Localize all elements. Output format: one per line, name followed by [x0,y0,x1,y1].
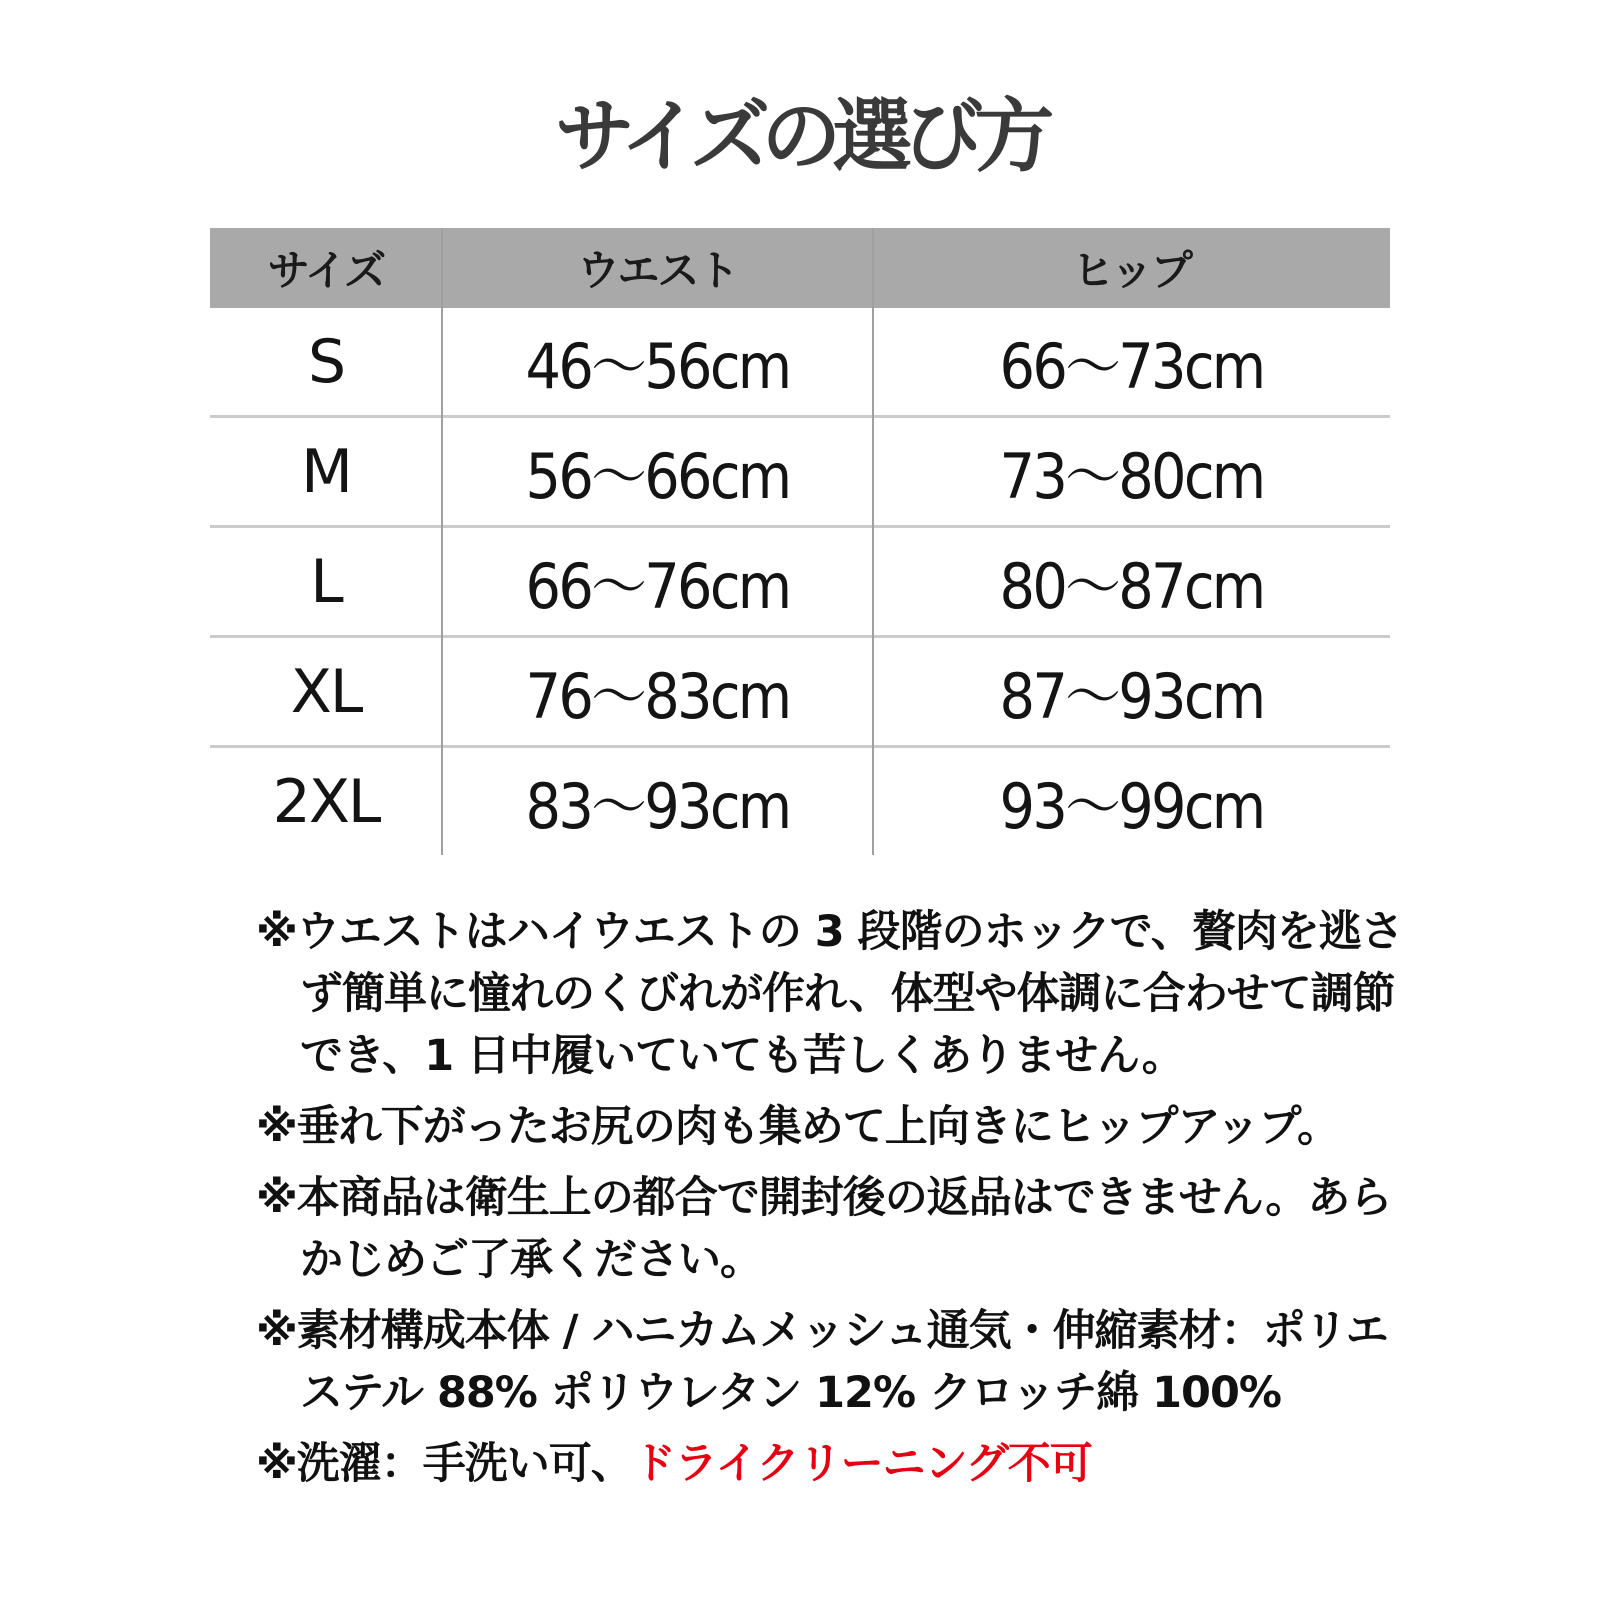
note-materials [256,1300,1388,1424]
table-row-2xl [210,745,1390,855]
table-header-row [210,228,1390,308]
col-header-waist: ウエスト [577,246,738,295]
hip-cell: 80〜87cm [999,550,1264,623]
size-table [210,228,1390,855]
waist-cell: 83〜93cm [525,770,790,843]
table-row-xl [210,635,1390,745]
note-line: ※本商品は衛生上の都合で開封後の返品はできません。あら [256,1173,1392,1223]
page-title: サイズの選び方 [554,90,1046,183]
waist-cell: 76〜83cm [525,660,790,733]
note-no-returns [256,1167,1392,1291]
col-header-hip: ヒップ [1072,246,1191,295]
waist-cell: 66〜76cm [525,550,790,623]
size-cell: XL [290,656,362,727]
size-cell: 2XL [272,766,380,837]
note-line: ステル 88% ポリウレタン 12% クロッチ綿 100% [300,1368,1281,1418]
table-row-s [210,308,1390,415]
note-line: ※素材構成本体 / ハニカムメッシュ通気・伸縮素材：ポリエ [256,1306,1388,1356]
column-divider [441,228,443,855]
notes-section [256,901,1403,1504]
table-row-l [210,525,1390,635]
note-line: ※垂れ下がったお尻の肉も集めて上向きにヒップアップ。 [256,1102,1340,1152]
note-line [256,1433,1376,1495]
note-line: ※ウエストはハイウエストの 3 段階のホックで、贅肉を逃さ [256,907,1403,957]
note-line: でき、1 日中履いていても苦しくありません。 [300,1031,1184,1081]
hip-cell: 87〜93cm [999,660,1264,733]
hip-cell: 66〜73cm [999,330,1264,403]
note-line: かじめご了承ください。 [300,1235,762,1285]
note-waist-hooks [256,901,1403,1087]
column-divider [872,228,874,855]
note-hip-up [256,1096,1376,1158]
size-cell: S [307,326,345,397]
table-body [210,308,1390,855]
waist-cell: 46〜56cm [525,330,790,403]
table-row-m [210,415,1390,525]
hip-cell: 73〜80cm [999,440,1264,513]
washing-label: ※洗濯：手洗い可、 [256,1439,633,1489]
size-cell: M [301,436,351,507]
dry-cleaning-warning: ドライクリーニング不可 [632,1439,1092,1489]
note-washing [256,1433,1376,1495]
waist-cell: 56〜66cm [525,440,790,513]
size-cell: L [310,546,342,617]
note-line: ず簡単に憧れのくびれが作れ、体型や体調に合わせて調節 [300,969,1395,1019]
hip-cell: 93〜99cm [999,770,1264,843]
col-header-size: サイズ [267,246,385,295]
